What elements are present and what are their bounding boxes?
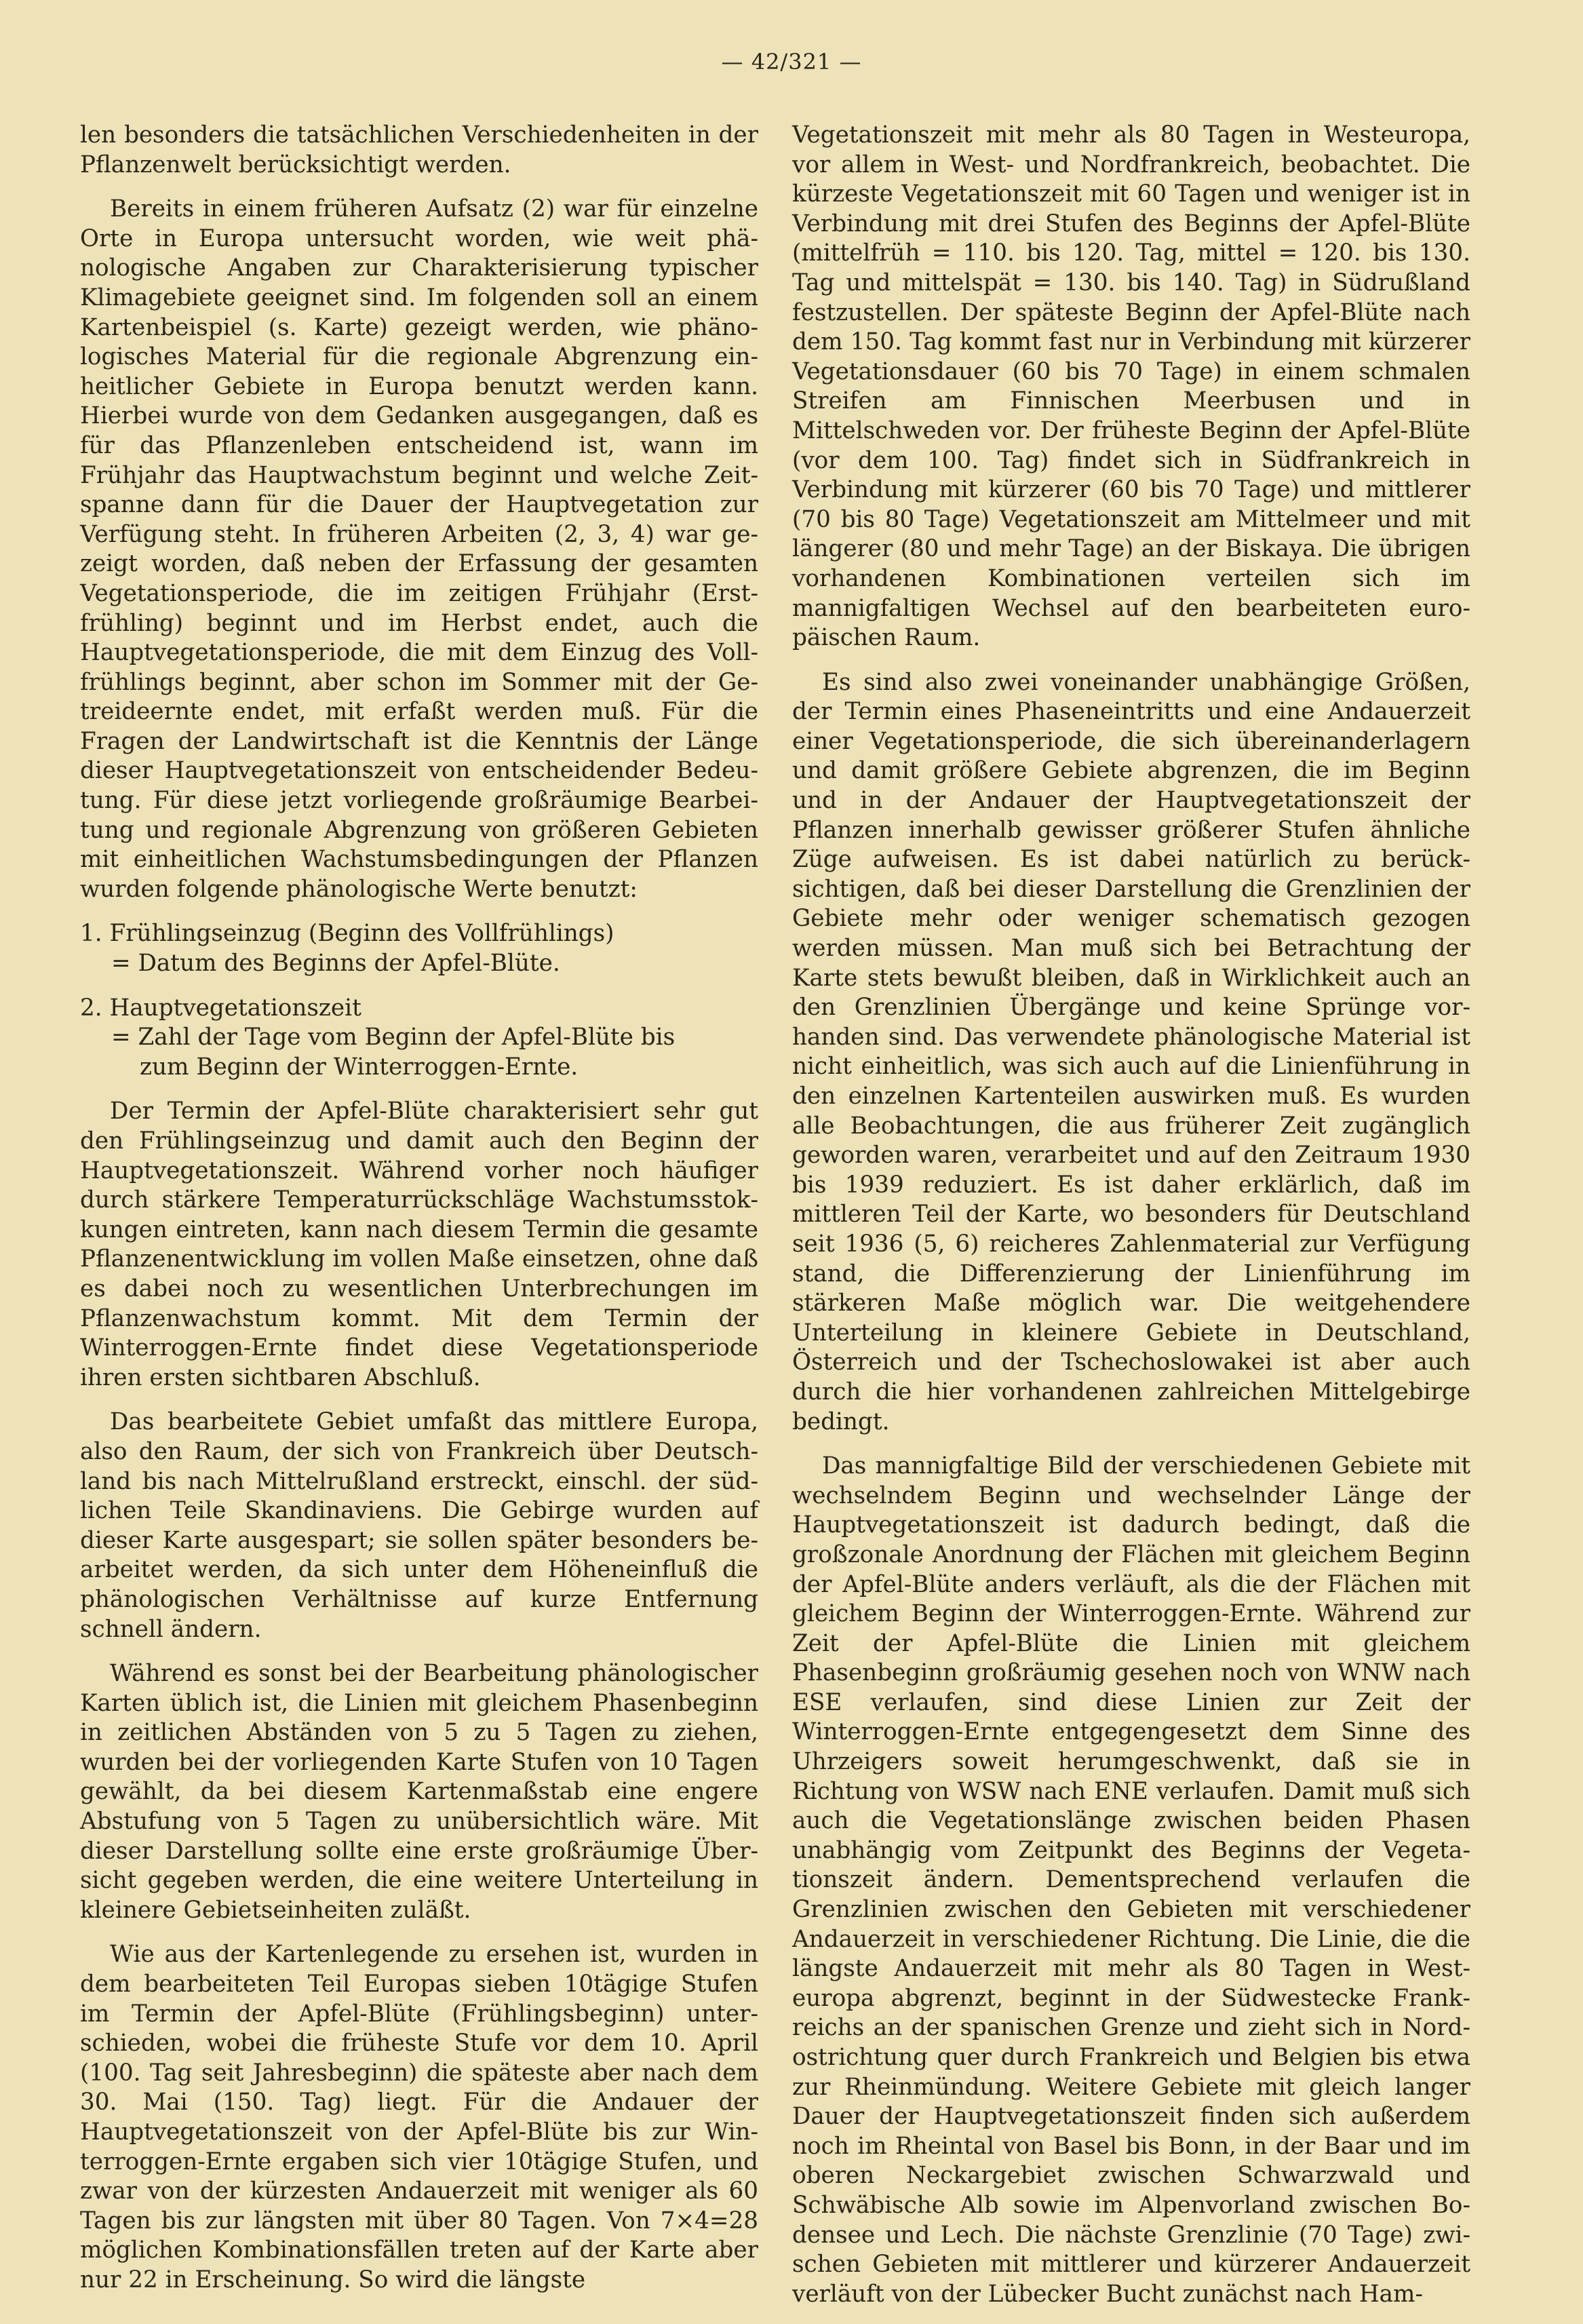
paragraph: Es sind also zwei voneinander unabhängige Größen, der Termin eines Phaseneintritts und eine Andauerzeit einer Vegetationsperiode, die sich übereinanderlagern und damit größere Gebiete abgrenzen, die im Beginn und in der Andauer der Hauptvegetationszeit der Pflanzen innerhalb gewisser größerer Stufen ähnliche Züge aufweisen. Es ist dabei natürlich zu berücksichtigen, daß bei dieser Darstellung die Grenzlinien der Gebiete mehr oder weniger schematisch gezogen werden müssen. Man muß sich bei Betrachtung der Karte stets bewußt bleiben, daß in Wirklichkeit auch an den Grenzlinien Übergänge und keine Sprünge vorhanden sind. Das verwendete phänologische Material ist nicht einheitlich, was sich auch auf die Linienführung in den einzelnen Kartenteilen auswirken muß. Es wurden alle Beobachtungen, die aus früherer Zeit zugänglich geworden waren, verarbeitet und auf den Zeitraum 1930 bis 1939 reduziert. Es ist daher erklärlich, daß im mittleren Teil der Karte, wo besonders für Deutschland seit 1936 (5, 6) reicheres Zahlenmaterial zur Verfügung stand, die Differenzierung der Linienführung im stärkeren Maße möglich war. Die weitgehendere Unterteilung in kleinere Gebiete in Deutschland, Österreich und der Tschechoslowakei ist aber auch durch die hier vorhandenen zahlreichen Mittelgebirge bedingt.: [792, 668, 1470, 1435]
list-item-definition-continued: zum Beginn der Winterroggen-Ernte.: [140, 1053, 579, 1081]
list-item-definition: = Zahl der Tage vom Beginn der Apfel-Blüte bis: [111, 1024, 676, 1051]
paragraph: Das bearbeitete Gebiet umfaßt das mittlere Europa, also den Raum, der sich von Frankreich über Deutschland bis nach Mittelrußland erstreckt, einschl. der südlichen Teile Skandinaviens. Die Gebirge wurden auf dieser Karte ausgespart; sie sollen später besonders bearbeitet werden, da sich unter dem Höheneinfluß die phänologischen Verhältnisse auf kurze Entfernung schnell ändern.: [80, 1408, 758, 1643]
left-column: [80, 121, 758, 2310]
page-number: — 42/321 —: [721, 49, 862, 75]
list-item-label: 2. Hauptvegetationszeit: [80, 994, 361, 1022]
paragraph: Bereits in einem früheren Aufsatz (2) war für einzelne Orte in Europa untersucht worden, wie weit phänologische Angaben zur Charakterisierung typischer Klimagebiete geeignet sind. Im folgenden soll an einem Kartenbeispiel (s. Karte) gezeigt werden, wie phänologisches Material für die regionale Abgrenzung einheitlicher Gebiete in Europa benutzt werden kann. Hierbei wurde von dem Gedanken ausgegangen, daß es für das Pflanzenleben entscheidend ist, wann im Frühjahr das Hauptwachstum beginnt und welche Zeitspanne dann für die Dauer der Hauptvegetation zur Verfügung steht. In früheren Arbeiten (2, 3, 4) war gezeigt worden, daß neben der Erfassung der gesamten Vegetationsperiode, die im zeitigen Frühjahr (Erstfrühling) beginnt und im Herbst endet, auch die Hauptvegetationsperiode, die mit dem Einzug des Vollfrühlings beginnt, aber schon im Sommer mit der Getreideernte endet, mit erfaßt werden muß. Für die Fragen der Landwirtschaft ist die Kenntnis der Länge dieser Hauptvegetationszeit von entscheidender Bedeutung. Für diese jetzt vorliegende großräumige Bearbeitung und regionale Abgrenzung von größeren Gebieten mit einheitlichen Wachstumsbedingungen der Pflanzen wurden folgende phänologische Werte benutzt:: [80, 195, 758, 903]
list-item-label: 1. Frühlingseinzug (Beginn des Vollfrühlings): [80, 920, 614, 948]
right-column: [792, 121, 1470, 2324]
paragraph: Während es sonst bei der Bearbeitung phänologischer Karten üblich ist, die Linien mit gleichem Phasenbeginn in zeitlichen Abständen von 5 zu 5 Tagen zu ziehen, wurden bei der vorliegenden Karte Stufen von 10 Tagen gewählt, da bei diesem Kartenmaßstab eine engere Abstufung von 5 Tagen zu unübersichtlich wäre. Mit dieser Darstellung sollte eine erste großräumige Übersicht gegeben werden, die eine weitere Unterteilung in kleinere Gebietseinheiten zuläßt.: [80, 1660, 758, 1924]
paragraph: Der Termin der Apfel-Blüte charakterisiert sehr gut den Frühlingseinzug und damit auch den Beginn der Hauptvegetationszeit. Während vorher noch häufiger durch stärkere Temperaturrückschläge Wachstumsstokkungen eintreten, kann nach diesem Termin die gesamte Pflanzenentwicklung im vollen Maße einsetzen, ohne daß es dabei noch zu wesentlichen Unterbrechungen im Pflanzenwachstum kommt. Mit dem Termin der Winterroggen-Ernte findet diese Vegetationsperiode ihren ersten sichtbaren Abschluß.: [80, 1098, 758, 1391]
paragraph: Vegetationszeit mit mehr als 80 Tagen in Westeuropa, vor allem in West- und Nordfrankreich, beobachtet. Die kürzeste Vegetationszeit mit 60 Tagen und weniger ist in Verbindung mit drei Stufen des Beginns der Apfel-Blüte (mittelfrüh = 110. bis 120. Tag, mittel = 120. bis 130. Tag und mittelspät = 130. bis 140. Tag) in Südrußland festzustellen. Der späteste Beginn der Apfel-Blüte nach dem 150. Tag kommt fast nur in Verbindung mit kürzerer Vegetationsdauer (60 bis 70 Tage) in einem schmalen Streifen am Finnischen Meerbusen und in Mittelschweden vor. Der früheste Beginn der Apfel-Blüte (vor dem 100. Tag) findet sich in Südfrankreich in Verbindung mit kürzerer (60 bis 70 Tage) und mittlerer (70 bis 80 Tage) Vegetationszeit am Mittelmeer und mit längerer (80 und mehr Tage) an der Biskaya. Die übrigen vorhandenen Kombinationen verteilen sich im mannigfaltigen Wechsel auf den bearbeiteten europäischen Raum.: [792, 121, 1470, 652]
numbered-list: [80, 994, 758, 1083]
numbered-list: [80, 919, 758, 978]
list-item-definition: = Datum des Beginns der Apfel-Blüte.: [111, 950, 560, 977]
paragraph: len besonders die tatsächlichen Verschiedenheiten in der Pflanzenwelt berücksichtigt werden.: [80, 121, 758, 178]
paragraph: Das mannigfaltige Bild der verschiedenen Gebiete mit wechselndem Beginn und wechselnder Länge der Hauptvegetationszeit ist dadurch bedingt, daß die großzonale Anordnung der Flächen mit gleichem Beginn der Apfel-Blüte anders verläuft, als die der Flächen mit gleichem Beginn der Winterroggen-Ernte. Während zur Zeit der Apfel-Blüte die Linien mit gleichem Phasenbeginn großräumig gesehen noch von WNW nach ESE verlaufen, sind diese Linien zur Zeit der Winterroggen-Ernte entgegengesetzt dem Sinne des Uhrzeigers soweit herumgeschwenkt, daß sie in Richtung von WSW nach ENE verlaufen. Damit muß sich auch die Vegetationslänge zwischen beiden Phasen unabhängig vom Zeitpunkt des Beginns der Vegetationszeit ändern. Dementsprechend verlaufen die Grenzlinien zwischen den Gebieten mit verschiedener Andauerzeit in verschiedener Richtung. Die Linie, die die längste Andauerzeit mit mehr als 80 Tagen in Westeuropa abgrenzt, beginnt in der Südwestecke Frankreichs an der spanischen Grenze und zieht sich in Nordostrichtung quer durch Frankreich und Belgien bis etwa zur Rheinmündung. Weitere Gebiete mit gleich langer Dauer der Hauptvegetationszeit finden sich außerdem noch im Rheintal von Basel bis Bonn, in der Baar und im oberen Neckargebiet zwischen Schwarzwald und Schwäbische Alb sowie im Alpenvorland zwischen Bodensee und Lech. Die nächste Grenzlinie (70 Tage) zwischen Gebieten mit mittlerer und kürzerer Andauerzeit verläuft von der Lübecker Bucht zunächst nach Ham-: [792, 1452, 1470, 2308]
paragraph: Wie aus der Kartenlegende zu ersehen ist, wurden in dem bearbeiteten Teil Europas sieben 10tägige Stufen im Termin der Apfel-Blüte (Frühlingsbeginn) unterschieden, wobei die früheste Stufe vor dem 10. April (100. Tag seit Jahresbeginn) die späteste aber nach dem 30. Mai (150. Tag) liegt. Für die Andauer der Hauptvegetationszeit von der Apfel-Blüte bis zur Winterroggen-Ernte ergaben sich vier 10tägige Stufen, und zwar von der kürzesten Andauerzeit mit weniger als 60 Tagen bis zur längsten mit über 80 Tagen. Von 7×4=28 möglichen Kombinationsfällen treten auf der Karte aber nur 22 in Erscheinung. So wird die längste: [80, 1941, 758, 2293]
